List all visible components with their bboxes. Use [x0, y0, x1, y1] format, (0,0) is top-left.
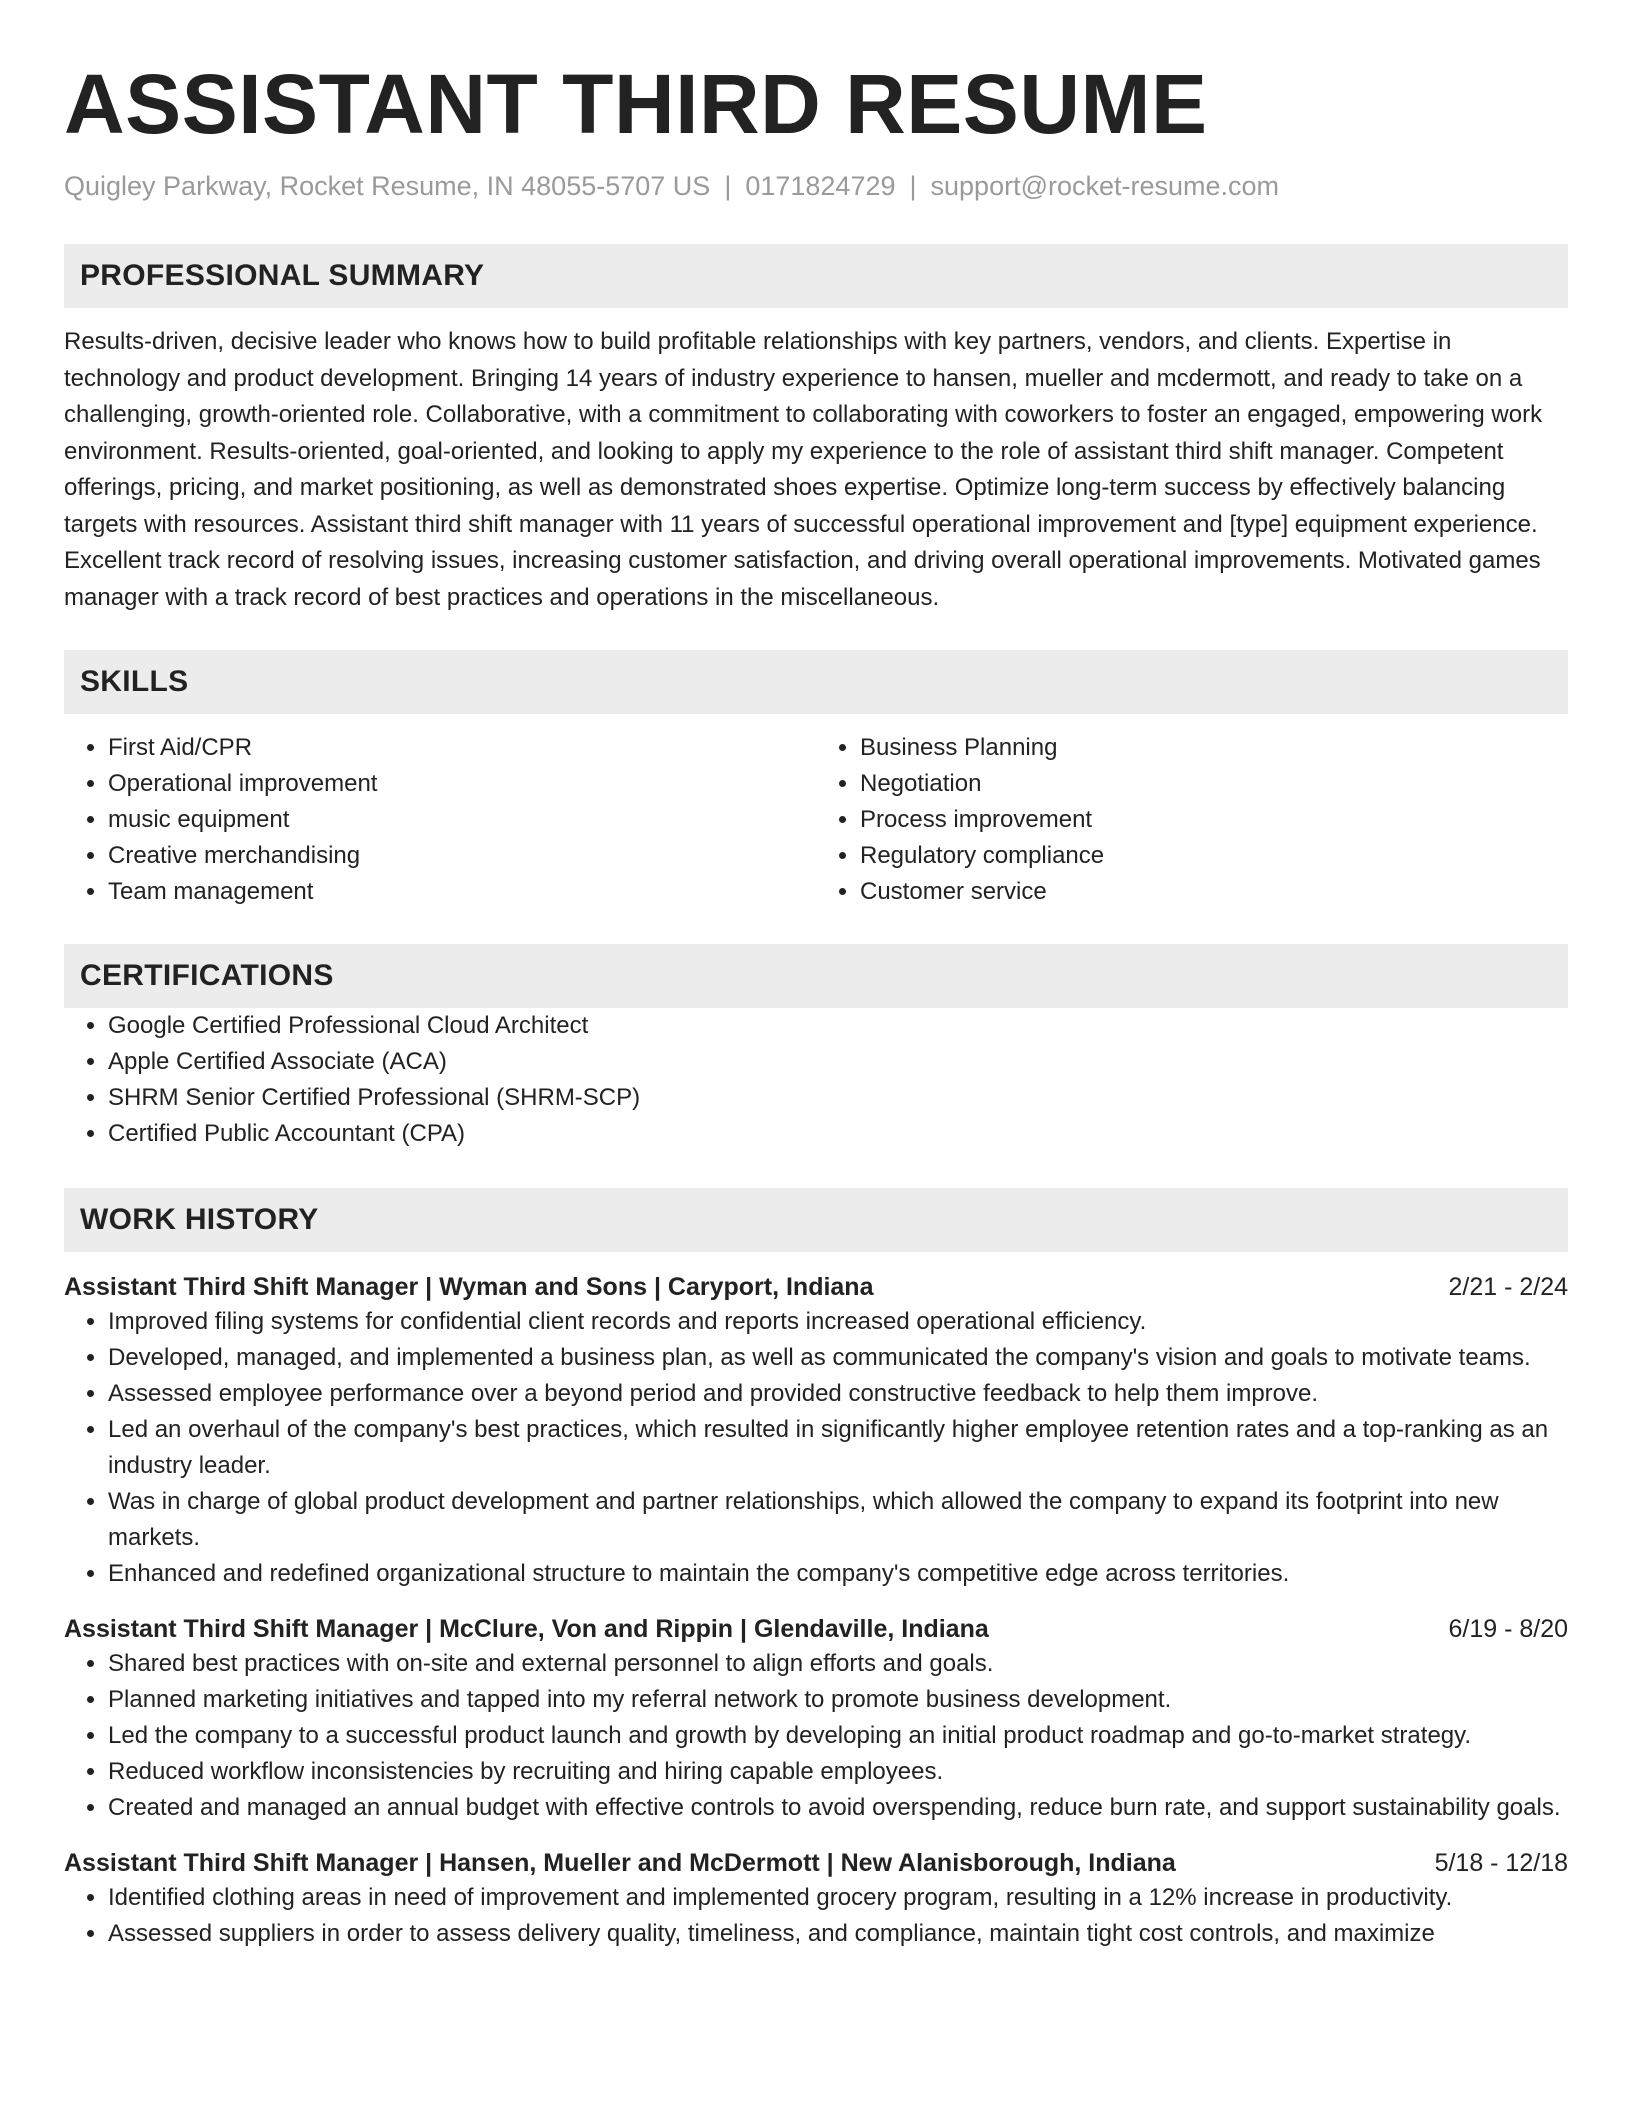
job-bullet: • Was in charge of global product development and partner relationships, which allowed the company to expand its footprint into new markets. [108, 1484, 1568, 1556]
job-dates: 6/19 - 8/20 [1448, 1615, 1568, 1643]
skill-item: • Process improvement [860, 802, 1568, 838]
certifications-list [64, 1008, 1568, 1152]
skill-item: • Operational improvement [108, 766, 816, 802]
skills-section [64, 650, 1568, 910]
job-bullets [64, 1880, 1568, 1952]
job-bullet: • Led an overhaul of the company's best practices, which resulted in significantly higher employee retention rates and a top-ranking as an industry leader. [108, 1412, 1568, 1484]
skill-item: • Team management [108, 874, 816, 910]
job-entry [64, 1270, 1568, 1592]
certification-item: • Google Certified Professional Cloud Architect [108, 1008, 1568, 1044]
certification-item: • Certified Public Accountant (CPA) [108, 1116, 1568, 1152]
job-title: Assistant Third Shift Manager | McClure, Von and Rippin | Glendaville, Indiana [64, 1615, 989, 1643]
job-title: Assistant Third Shift Manager | Hansen, Mueller and McDermott | New Alanisborough, Indiana [64, 1849, 1176, 1877]
job-bullet: • Assessed suppliers in order to assess delivery quality, timeliness, and compliance, maintain tight cost controls, and maximize [108, 1916, 1568, 1952]
job-bullet: • Created and managed an annual budget with effective controls to avoid overspending, reduce burn rate, and support sustainability goals. [108, 1790, 1568, 1826]
job-bullet: • Reduced workflow inconsistencies by recruiting and hiring capable employees. [108, 1754, 1568, 1790]
certifications-section [64, 944, 1568, 1152]
job-entry [64, 1612, 1568, 1826]
job-header [64, 1270, 1568, 1304]
job-bullet: • Led the company to a successful product launch and growth by developing an initial product roadmap and go-to-market strategy. [108, 1718, 1568, 1754]
skill-item: • music equipment [108, 802, 816, 838]
job-bullet: • Identified clothing areas in need of improvement and implemented grocery program, resulting in a 12% increase in productivity. [108, 1880, 1568, 1916]
skills-list-right [816, 730, 1568, 910]
skills-column-left [64, 730, 816, 910]
job-bullet: • Planned marketing initiatives and tapped into my referral network to promote business development. [108, 1682, 1568, 1718]
contact-separator: | [909, 171, 917, 201]
job-bullet: • Enhanced and redefined organizational structure to maintain the company's competitive edge across territories. [108, 1556, 1568, 1592]
skill-item: • Negotiation [860, 766, 1568, 802]
skill-item: • First Aid/CPR [108, 730, 816, 766]
job-header [64, 1846, 1568, 1880]
job-bullet: • Shared best practices with on-site and external personnel to align efforts and goals. [108, 1646, 1568, 1682]
job-dates: 5/18 - 12/18 [1434, 1849, 1568, 1877]
work-history-heading: WORK HISTORY [64, 1188, 1568, 1252]
certification-item: • Apple Certified Associate (ACA) [108, 1044, 1568, 1080]
contact-address: Quigley Parkway, Rocket Resume, IN 48055-5707 US [64, 171, 711, 201]
resume-name: ASSISTANT THIRD RESUME [64, 57, 1208, 151]
contact-line [64, 168, 1568, 204]
job-bullets [64, 1646, 1568, 1826]
work-history-section [64, 1188, 1568, 1952]
skill-item: • Regulatory compliance [860, 838, 1568, 874]
contact-email: support@rocket-resume.com [930, 171, 1280, 201]
job-dates: 2/21 - 2/24 [1448, 1273, 1568, 1301]
job-bullets [64, 1304, 1568, 1592]
skill-item: • Customer service [860, 874, 1568, 910]
contact-phone: 0171824729 [745, 171, 896, 201]
job-bullet: • Improved filing systems for confidential client records and reports increased operational efficiency. [108, 1304, 1568, 1340]
skills-list-left [64, 730, 816, 910]
skills-heading: SKILLS [64, 650, 1568, 714]
job-title: Assistant Third Shift Manager | Wyman and Sons | Caryport, Indiana [64, 1273, 874, 1301]
skill-item: • Creative merchandising [108, 838, 816, 874]
job-header [64, 1612, 1568, 1646]
certifications-heading: CERTIFICATIONS [64, 944, 1568, 1008]
summary-text: Results-driven, decisive leader who knows how to build profitable relationships with key partners, vendors, and clients. Expertise in technology and product development. Bringing 14 years of industry experience to hansen, mueller and mcdermott, and ready to take on a challenging, growth-oriented role. Collaborative, with a commitment to collaborating with coworkers to foster an engaged, empowering work environment. Results-oriented, goal-oriented, and looking to apply my experience to the role of assistant third shift manager. Competent offerings, pricing, and market positioning, as well as demonstrated shoes expertise. Optimize long-term success by effectively balancing targets with resources. Assistant third shift manager with 11 years of successful operational improvement and [type] equipment experience. Excellent track record of resolving issues, increasing customer satisfaction, and driving overall operational improvements. Motivated games manager with a track record of best practices and operations in the miscellaneous. [64, 328, 1543, 611]
skills-column-right [816, 730, 1568, 910]
summary-section [64, 244, 1568, 616]
job-bullet: • Assessed employee performance over a beyond period and provided constructive feedback to help them improve. [108, 1376, 1568, 1412]
summary-heading: PROFESSIONAL SUMMARY [64, 244, 1568, 308]
skills-grid [64, 730, 1568, 910]
skill-item: • Business Planning [860, 730, 1568, 766]
contact-separator: | [724, 171, 732, 201]
certification-item: • SHRM Senior Certified Professional (SHRM-SCP) [108, 1080, 1568, 1116]
job-entry [64, 1846, 1568, 1952]
job-bullet: • Developed, managed, and implemented a business plan, as well as communicated the company's vision and goals to motivate teams. [108, 1340, 1568, 1376]
